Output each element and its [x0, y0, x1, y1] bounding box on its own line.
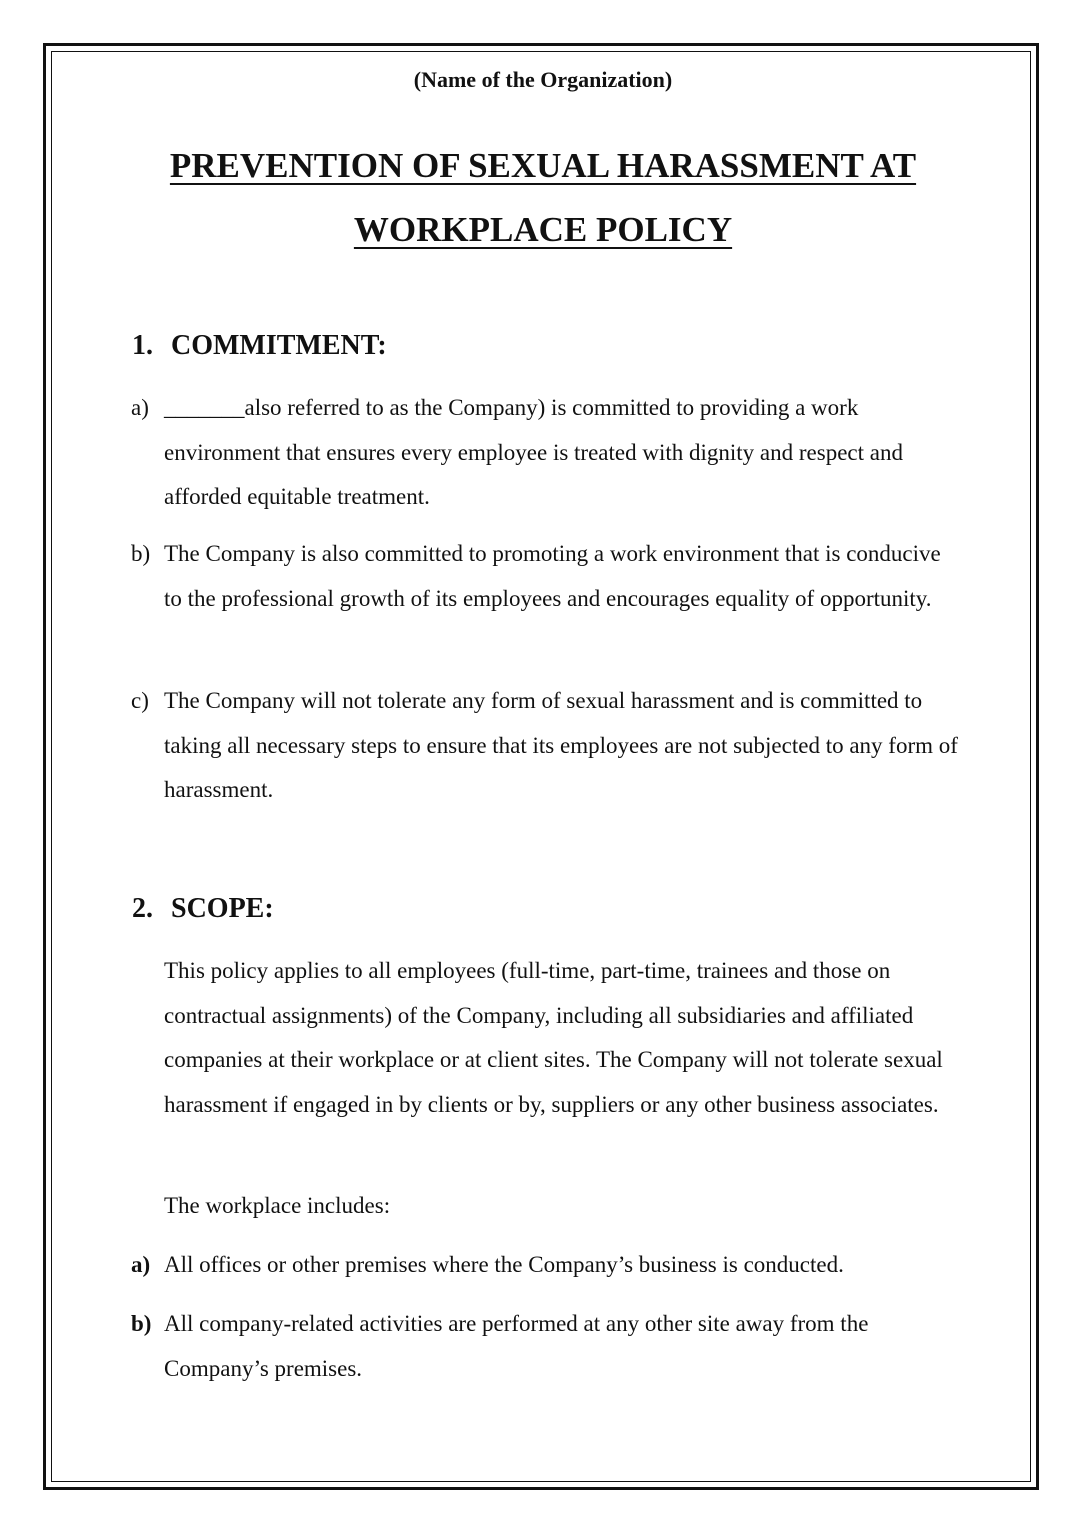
section-number: 2.: [132, 893, 153, 924]
document-title-line-2: WORKPLACE POLICY: [353, 210, 733, 249]
section-number: 1.: [132, 330, 153, 361]
list-item-text: _______also referred to as the Company) is committed to providing a work environment that ensures every employee is treated with dignity and respect and afforded equitable treatment.: [164, 395, 903, 509]
list-item: [131, 1243, 961, 1288]
section-title: SCOPE:: [171, 893, 274, 924]
list-item: [131, 532, 961, 621]
section-heading-scope: [132, 891, 274, 927]
list-item-text: All company-related activities are performed at any other site away from the Company’s premises.: [164, 1311, 869, 1381]
scope-paragraph: This policy applies to all employees (full-time, part-time, trainees and those on contractual assignments) of the Company, including all subsidiaries and affiliated companies at their workplace or at client sites. The Company will not tolerate sexual harassment if engaged in by clients or by, suppliers or any other business associates.: [164, 958, 943, 1117]
workplace-intro: The workplace includes:: [164, 1193, 391, 1218]
list-item: [131, 386, 961, 520]
list-item-label: b): [131, 541, 151, 566]
organization-name: (Name of the Organization): [413, 67, 673, 92]
list-item-label: a): [131, 1252, 151, 1277]
document-title-line-1: PREVENTION OF SEXUAL HARASSMENT AT: [169, 146, 917, 185]
list-item: [131, 679, 961, 813]
document-title: [0, 134, 1086, 262]
list-item-label: c): [131, 688, 149, 713]
list-item-label: b): [131, 1311, 152, 1336]
list-item-text: The Company is also committed to promoting a work environment that is conducive to the professional growth of its employees and encourages equality of opportunity.: [164, 541, 941, 611]
section-heading-commitment: [132, 328, 387, 364]
list-item-label: a): [131, 395, 149, 420]
list-item: [131, 1302, 961, 1391]
section-title: COMMITMENT:: [171, 330, 387, 361]
list-item-text: All offices or other premises where the Company’s business is conducted.: [164, 1252, 844, 1277]
list-item-text: The Company will not tolerate any form of sexual harassment and is committed to taking all necessary steps to ensure that its employees are not subjected to any form of harassment.: [164, 688, 958, 802]
